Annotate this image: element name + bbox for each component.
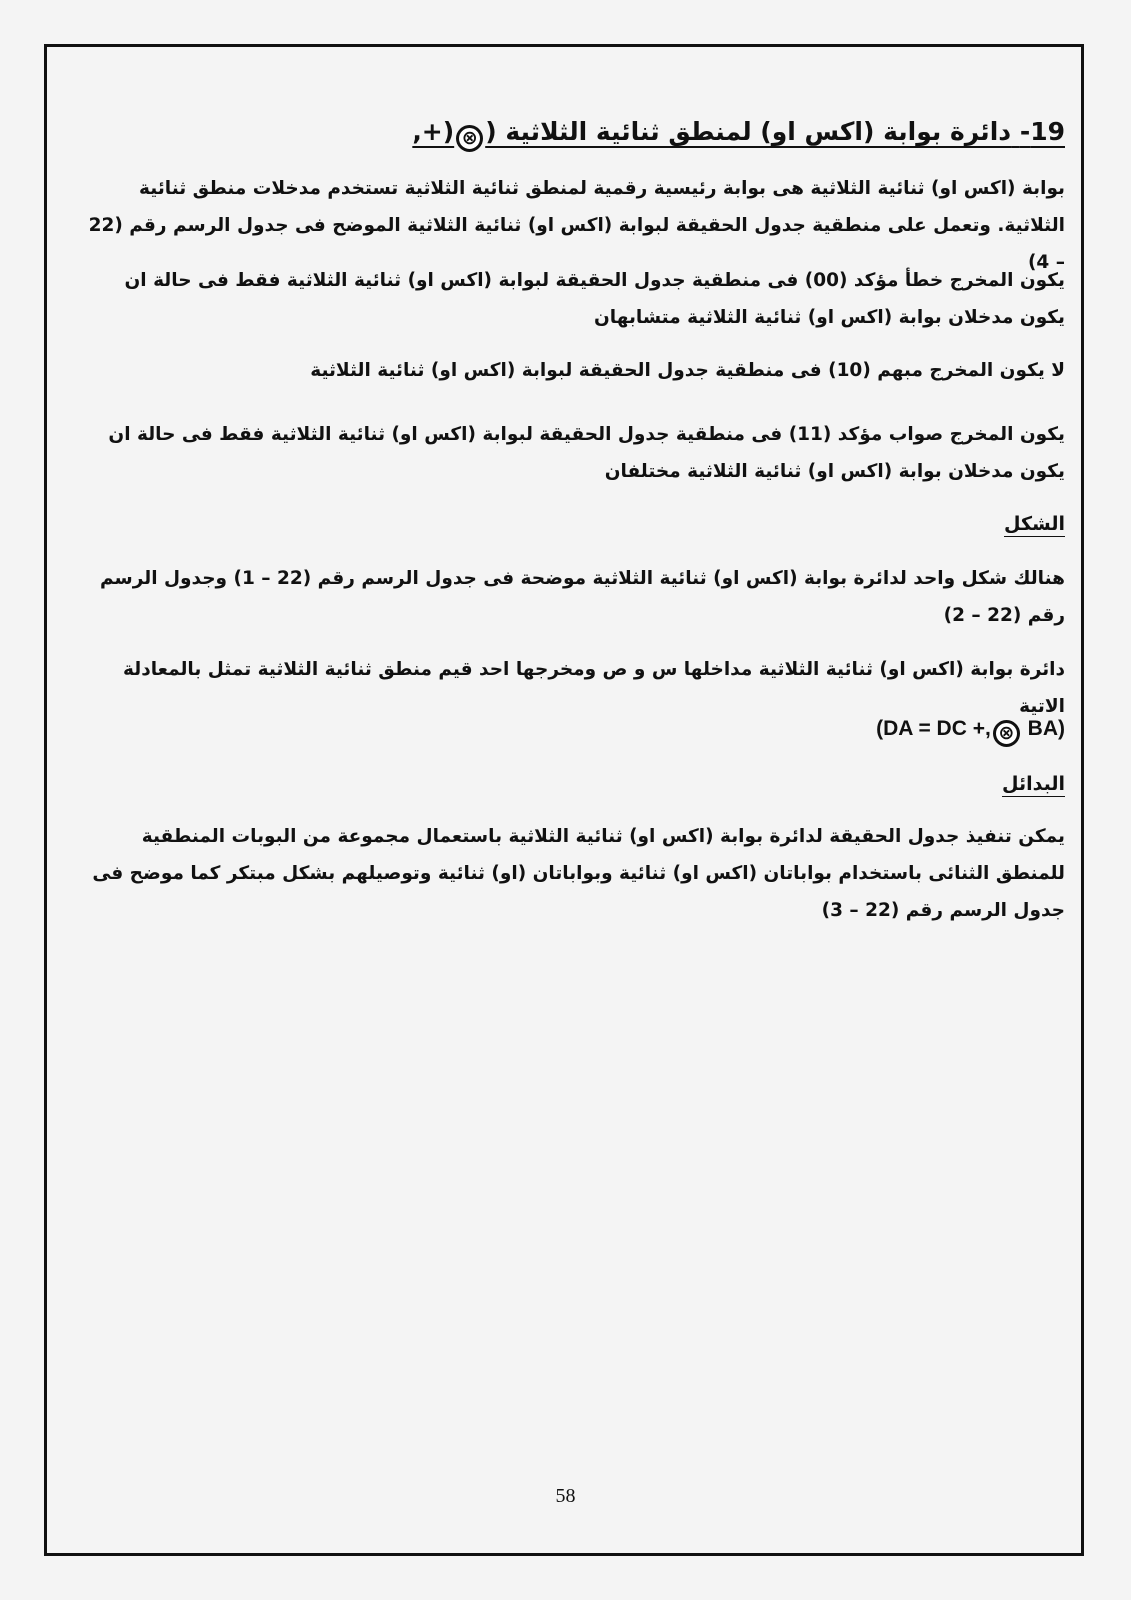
section-number: 19- (1019, 117, 1065, 146)
paragraph-ambiguous-output: لا يكون المخرج مبهم (10) فى منطقية جدول الحقيقة لبوابة (اكس او) ثنائية الثلاثية (310, 360, 1065, 381)
section-heading (80, 112, 1065, 152)
equation-left: (DA = DC +, (876, 717, 991, 740)
alternatives-subheading: البدائل (1002, 773, 1065, 795)
paragraph-shape-description: هنالك شكل واحد لدائرة بوابة (اكس او) ثنائية الثلاثية موضحة فى جدول الرسم رقم (22 – 1) وجدول الرسم رقم (22 – 2) (100, 568, 1065, 626)
equation (80, 710, 1065, 748)
section-title-suffix: ,+) (412, 117, 455, 146)
otimes-operator-icon: ⊗ (993, 720, 1020, 747)
paragraph-alternatives: يمكن تنفيذ جدول الحقيقة لدائرة بوابة (اكس او) ثنائية الثلاثية باستعمال مجموعة من البوبات المنطقية للمنطق الثنائى باستخدام بواباتان (اكس او) ثنائية وبواباتان (او) ثنائية وتوصيلهم بشكل مبتكر كما موضح فى جدول الرسم رقم (22 – 3) (92, 826, 1065, 921)
paragraph-true-output: يكون المخرج صواب مؤكد (11) فى منطقية جدول الحقيقة لبوابة (اكس او) ثنائية الثلاثية فقط فى حالة ان يكون مدخلان بوابة (اكس او) ثنائية الثلاثية مختلفان (108, 424, 1065, 482)
page-number: 58 (555, 1485, 576, 1507)
paragraph-equation-intro: دائرة بوابة (اكس او) ثنائية الثلاثية مداخلها س و ص ومخرجها احد قيم منطق ثنائية الثلاثية تمثل بالمعادلة الاتية (123, 659, 1065, 717)
equation-right: BA) (1021, 717, 1065, 740)
section-title: دائرة بوابة (اكس او) لمنطق ثنائية الثلاثية ( (485, 117, 1012, 146)
paragraph-definition: بوابة (اكس او) ثنائية الثلاثية هى بوابة رئيسية رقمية لمنطق ثنائية الثلاثية تستخدم مدخلات منطق ثنائية الثلاثية. وتعمل على منطقية جدول الحقيقة لبوابة (اكس او) ثنائية الثلاثية الموضح فى جدول الرسم رقم (22 – 4) (88, 178, 1065, 273)
otimes-symbol-icon: ⊗ (456, 125, 483, 152)
paragraph-false-output: يكون المخرج خطأ مؤكد (00) فى منطقية جدول الحقيقة لبوابة (اكس او) ثنائية الثلاثية فقط فى حالة ان يكون مدخلان بوابة (اكس او) ثنائية الثلاثية متشابهان (124, 270, 1065, 328)
shape-subheading: الشكل (1004, 513, 1065, 535)
